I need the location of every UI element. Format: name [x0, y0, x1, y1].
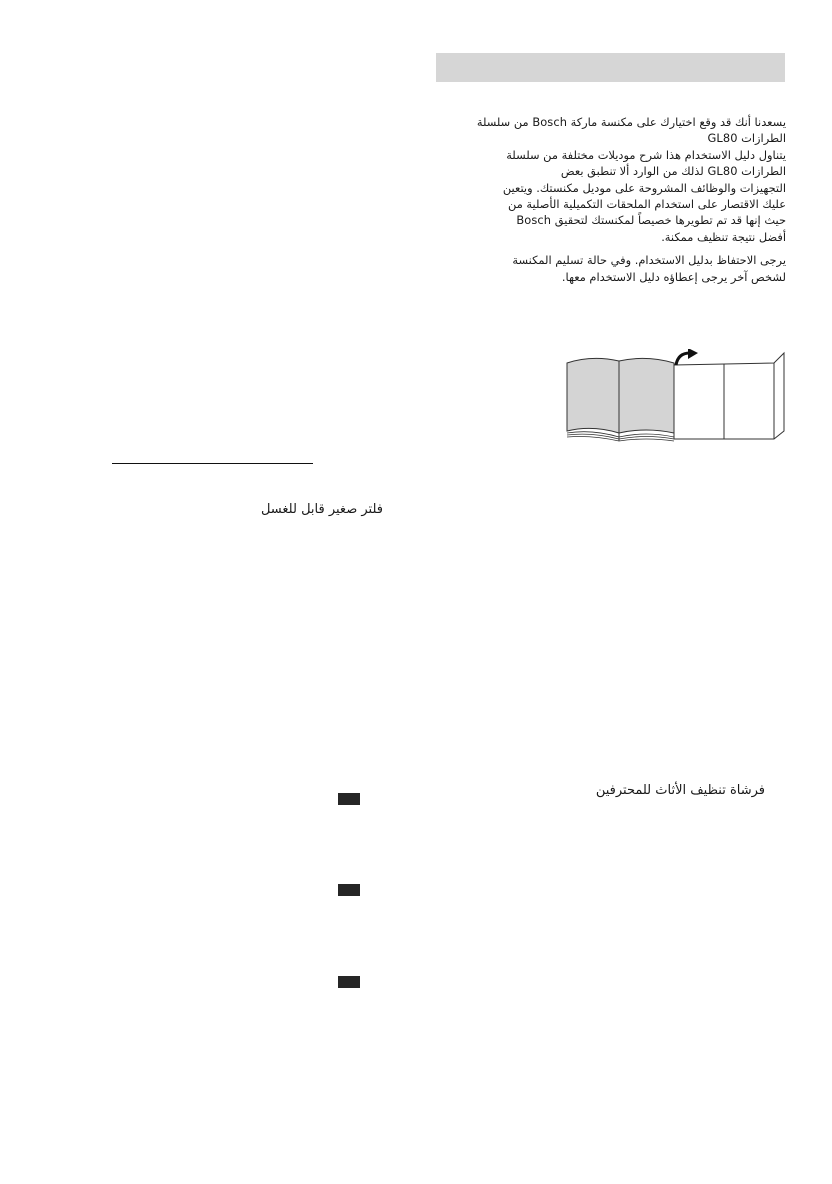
- step-marker-2: [338, 884, 360, 896]
- intro-paragraph-2-line-6: أفضل نتيجة تنظيف ممكنة.: [661, 229, 786, 244]
- intro-paragraph-1-line-1: يسعدنا أنك قد وقع اختيارك على مكنسة ماركة Bosch من سلسلة: [476, 115, 786, 129]
- section-header-bar: [436, 53, 785, 82]
- intro-paragraph-2-line-4: عليك الاقتصار على استخدام الملحقات التكميلية الأصلية من: [508, 197, 786, 212]
- intro-paragraph-1-line-2: الطرازات GL80: [707, 131, 786, 146]
- book-left-page: [567, 358, 619, 433]
- book-right-page: [619, 358, 674, 433]
- step-marker-3: [338, 976, 360, 988]
- step-marker-1: [338, 793, 360, 805]
- curved-arrow-icon: [676, 353, 690, 365]
- intro-paragraph-2-line-1: يتناول دليل الاستخدام هذا شرح موديلات مختلفة من سلسلة: [506, 147, 786, 162]
- intro-paragraph-2-line-5: Bosch حيث إنها قد تم تطويرها خصيصاً لمكنستك لتحقيق: [516, 213, 786, 228]
- intro-paragraph-3-line-2: لشخص آخر يرجى إعطاؤه دليل الاستخدام معها.: [561, 269, 786, 284]
- intro-paragraph-2-line-2: الطرازات GL80 لذلك من الوارد ألا تنطبق بعض: [560, 164, 786, 179]
- foldout-panel-outline: [674, 353, 784, 439]
- left-column-rule: [112, 463, 313, 464]
- curved-arrow-head: [688, 349, 698, 359]
- intro-text: [434, 114, 786, 285]
- intro-paragraph-2-line-3: التجهيزات والوظائف المشروحة على موديل مكنستك. ويتعين: [502, 180, 786, 195]
- heading-washable-filter: فلتر صغير قابل للغسل: [260, 502, 383, 517]
- open-manual-foldout-icon: [562, 349, 788, 447]
- intro-paragraph-3-line-1: يرجى الاحتفاظ بدليل الاستخدام. وفي حالة تسليم المكنسة: [512, 253, 786, 268]
- heading-upholstery-brush: فرشاة تنظيف الأثاث للمحترفين: [595, 783, 765, 798]
